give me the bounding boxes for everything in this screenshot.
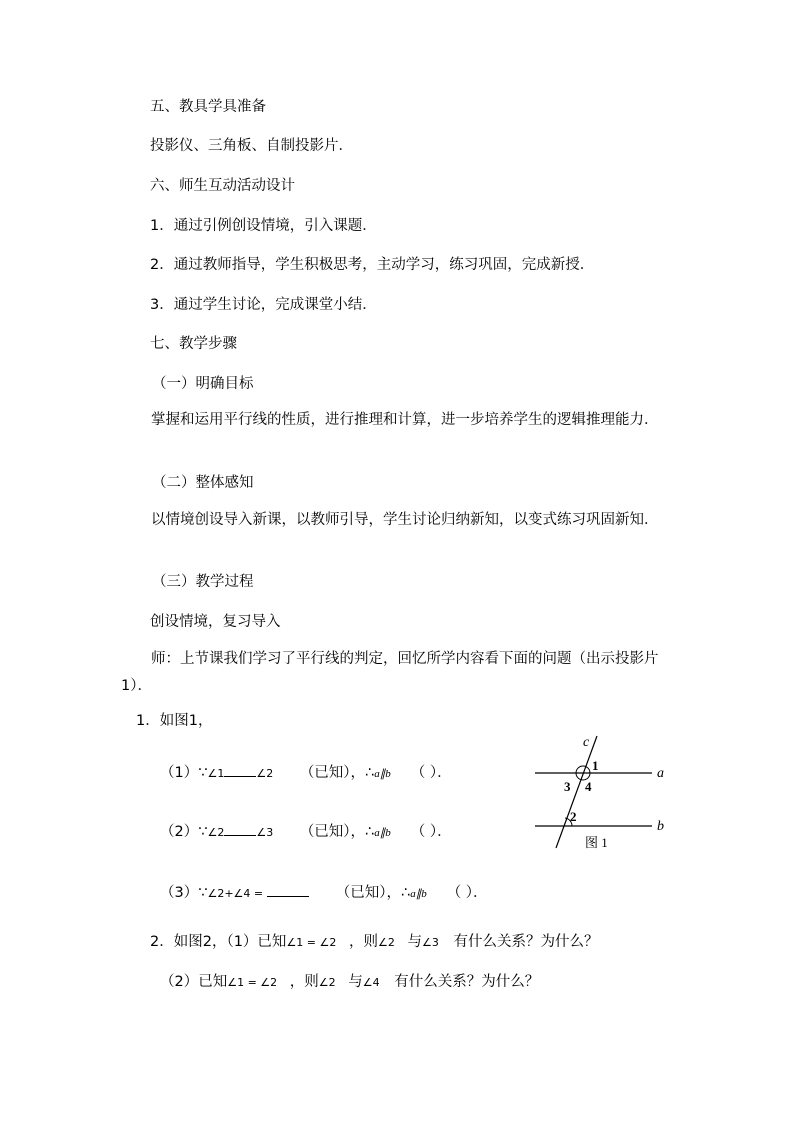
q2-l1-mid: ，则 bbox=[348, 934, 378, 950]
q1-p2-angle-b: ∠3 bbox=[256, 826, 274, 839]
q2-l1-end: 有什么关系？为什么？ bbox=[453, 934, 599, 950]
q2-l2-pre: （2）已知 bbox=[160, 974, 228, 990]
q1-p3-paren: （ ）． bbox=[446, 885, 488, 901]
s7-sub1-text: 掌握和运用平行线的性质，进行推理和计算，进一步培养学生的逻辑推理能力． bbox=[151, 412, 659, 428]
label-a: a bbox=[657, 766, 664, 781]
q2-l1-eq: ∠1 = ∠2 bbox=[286, 936, 337, 949]
q1-p3-known: （已知），∴ bbox=[335, 885, 411, 901]
angle-label-1: 1 bbox=[592, 758, 599, 773]
q2-l1-pre: 2．如图2，（1）已知 bbox=[150, 934, 287, 950]
q1-p1-known: （已知），∴ bbox=[299, 765, 375, 781]
s7-sub3-intro: 创设情境，复习导入 bbox=[150, 614, 281, 630]
q1-part3 bbox=[160, 883, 488, 904]
q2-l1-x: ∠2 bbox=[377, 936, 395, 949]
q2-l1-y: ∠3 bbox=[421, 936, 439, 949]
q1-p1-blank bbox=[224, 776, 256, 777]
q1-p1-angle-a: ∠1 bbox=[207, 767, 225, 780]
q2-l2-with: 与 bbox=[348, 974, 363, 990]
s7-sub2-title: （二）整体感知 bbox=[152, 475, 254, 491]
s6-item-1: 1．通过引例创设情境，引入课题． bbox=[150, 218, 377, 234]
q1-p1-paren: （ ）． bbox=[410, 765, 452, 781]
label-b: b bbox=[657, 819, 664, 834]
s6-title: 六、师生互动活动设计 bbox=[150, 178, 295, 194]
q2-l2-eq: ∠1 = ∠2 bbox=[227, 976, 278, 989]
s7-sub1-title: （一）明确目标 bbox=[152, 376, 254, 392]
figure-1 bbox=[530, 732, 690, 852]
s7-sub3-teacher: 师：上节课我们学习了平行线的判定，回忆所学内容看下面的问题（出示投影片1）． bbox=[121, 651, 659, 694]
s6-item-3: 3．通过学生讨论，完成课堂小结． bbox=[150, 297, 377, 313]
q2-l2-mid: ，则 bbox=[289, 974, 319, 990]
q1-p1-angle-b: ∠2 bbox=[256, 767, 274, 780]
q1-p3-pre: （3）∵ bbox=[160, 885, 208, 901]
q2-line1 bbox=[150, 932, 598, 953]
q2-l2-x: ∠2 bbox=[318, 976, 336, 989]
q1-p3-expr: ∠2+∠4 = bbox=[207, 887, 264, 900]
q1-p2-pre: （2）∵ bbox=[160, 824, 208, 840]
q2-l1-with: 与 bbox=[407, 934, 422, 950]
s5-text: 投影仪、三角板、自制投影片． bbox=[150, 138, 353, 154]
angle-label-4: 4 bbox=[585, 779, 592, 794]
label-c: c bbox=[583, 735, 590, 750]
q1-part1 bbox=[160, 763, 452, 784]
s7-sub3-title: （三）教学过程 bbox=[152, 574, 254, 590]
s6-item-2: 2．通过教师指导，学生积极思考，主动学习，练习巩固，完成新授． bbox=[150, 257, 595, 273]
q2-l2-y: ∠4 bbox=[362, 976, 380, 989]
q1-p2-known: （已知），∴ bbox=[299, 824, 375, 840]
s7-sub2-text: 以情境创设导入新课，以教师引导，学生讨论归纳新知，以变式练习巩固新知． bbox=[151, 512, 659, 528]
q1-p2-angle-a: ∠2 bbox=[207, 826, 225, 839]
q1-p1-concl: a∥b bbox=[374, 768, 391, 780]
q2-l2-end: 有什么关系？为什么？ bbox=[394, 974, 540, 990]
q2-line2 bbox=[160, 972, 539, 993]
s7-title: 七、教学步骤 bbox=[150, 336, 237, 352]
figure-caption: 图 1 bbox=[585, 835, 608, 850]
q1-p2-paren: （ ）． bbox=[410, 824, 452, 840]
q1-p2-blank bbox=[224, 835, 256, 836]
q1-p3-concl: a∥b bbox=[410, 888, 427, 900]
q1-p3-blank bbox=[267, 896, 309, 897]
q1-p2-concl: a∥b bbox=[374, 827, 391, 839]
angle-label-3: 3 bbox=[564, 779, 571, 794]
q1-label: 1．如图1， bbox=[136, 713, 213, 729]
q1-part2 bbox=[160, 822, 452, 843]
s5-title: 五、教具学具准备 bbox=[150, 99, 266, 115]
angle-label-2: 2 bbox=[570, 809, 577, 824]
q1-p1-pre: （1）∵ bbox=[160, 765, 208, 781]
